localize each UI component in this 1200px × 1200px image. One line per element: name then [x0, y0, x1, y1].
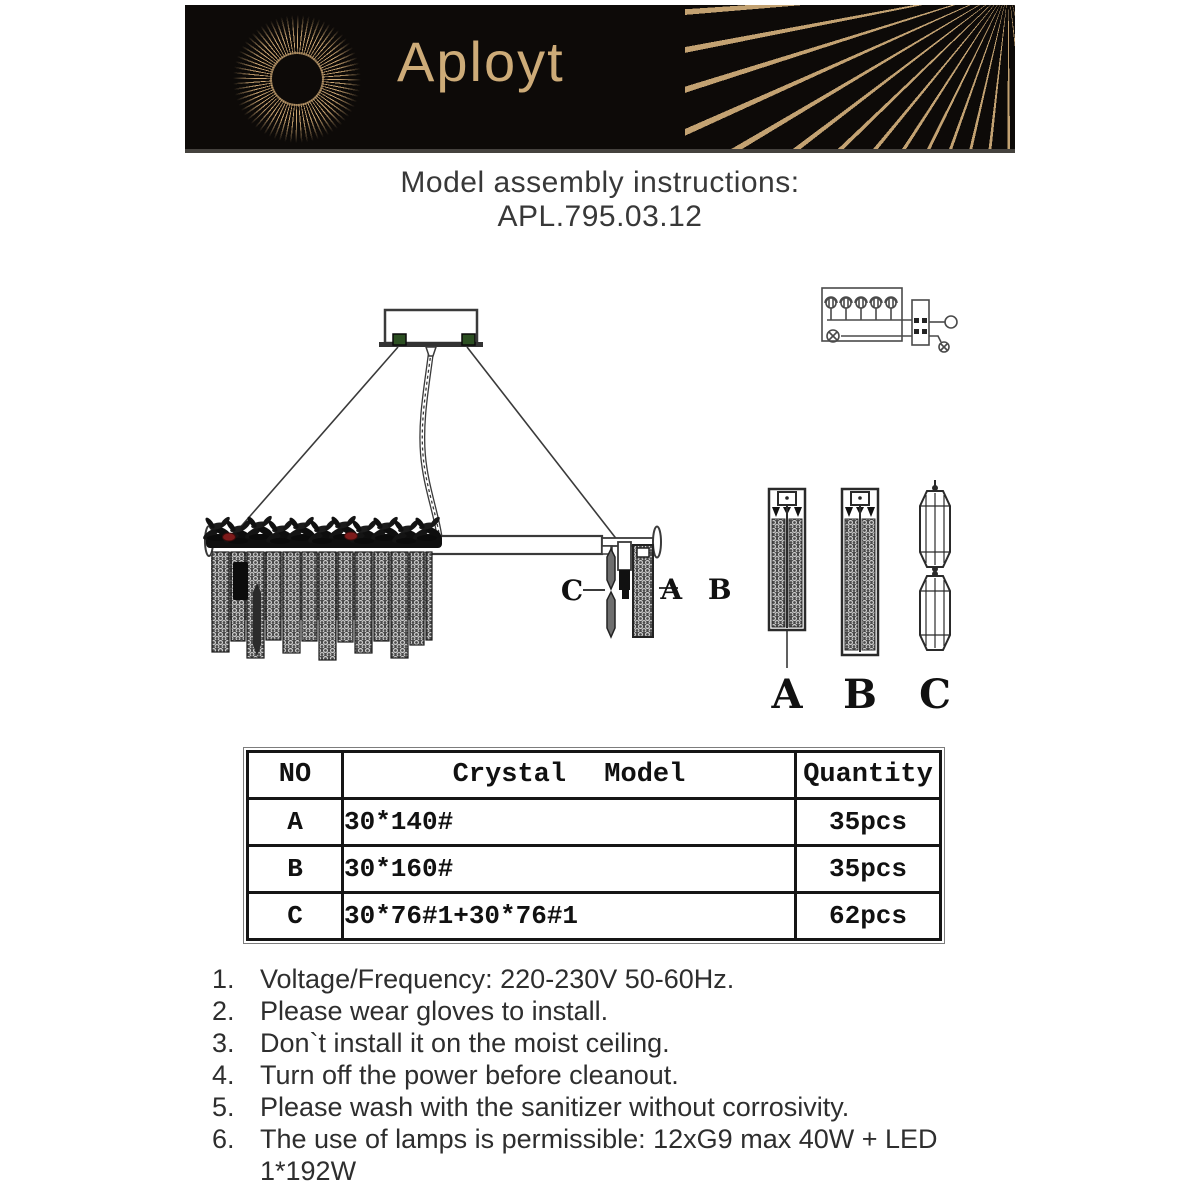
- lamp-socket-shadow: [233, 562, 248, 600]
- instruction-number: 3.: [212, 1028, 235, 1058]
- table-cell-no: B: [248, 846, 343, 893]
- instruction-number: 4.: [212, 1060, 235, 1090]
- lamp-socket-symbols: [825, 297, 897, 320]
- instruction-item: [212, 1123, 1012, 1187]
- instruction-item: [212, 1027, 1012, 1059]
- instructions-list: [212, 963, 1012, 1187]
- document-title: Model assembly instructions:: [400, 166, 800, 199]
- instruction-text: Turn off the power before cleanout.: [260, 1060, 679, 1090]
- crystal-detail-c: [920, 480, 950, 650]
- table-row: [248, 893, 941, 940]
- canopy-clip-left: [393, 334, 406, 345]
- table-row: [248, 846, 941, 893]
- red-accent-right: [345, 532, 358, 540]
- instruction-text: Voltage/Frequency: 220-230V 50-60Hz.: [260, 964, 735, 994]
- instruction-item: [212, 1059, 1012, 1091]
- ceiling-canopy: [379, 310, 483, 356]
- instruction-text: The use of lamps is permissible: 12xG9 max 40W + LED 1*192W: [260, 1124, 938, 1186]
- instruction-text: Don`t install it on the moist ceiling.: [260, 1028, 670, 1058]
- table-cell-qty: 62pcs: [796, 893, 941, 940]
- table-header-no: NO: [248, 752, 343, 799]
- instruction-number: 1.: [212, 964, 235, 994]
- instruction-text: Please wear gloves to install.: [260, 996, 609, 1026]
- instruction-item: [212, 995, 1012, 1027]
- parts-table: [246, 750, 942, 941]
- table-cell-qty: 35pcs: [796, 799, 941, 846]
- bar-end-components: [607, 542, 653, 637]
- brand-logotype: Aployt: [397, 30, 565, 93]
- detail-label-a: A: [771, 671, 803, 718]
- canopy-clip-right: [462, 334, 475, 345]
- table-header-model: Crystal Model: [343, 752, 796, 799]
- table-cell-model: 30*160#: [343, 846, 796, 893]
- detail-labels: [770, 671, 950, 718]
- instruction-item: [212, 1091, 1012, 1123]
- dark-drop-crystal: [253, 583, 261, 656]
- c-crystal-upper: [607, 549, 615, 589]
- instruction-number: 5.: [212, 1092, 235, 1122]
- leaf-garland: [201, 514, 442, 548]
- chandelier-drawing: [201, 310, 739, 660]
- connector-ring: [945, 316, 957, 328]
- wiring-schematic: [822, 288, 957, 352]
- red-accent-left: [223, 533, 236, 541]
- model-number: APL.795.03.12: [497, 200, 703, 233]
- detail-label-b: B: [843, 671, 877, 718]
- ab-strand-sample: [633, 545, 653, 637]
- instruction-item: [212, 963, 1012, 995]
- detail-label-c: C: [919, 671, 951, 718]
- table-header-quantity: Quantity: [796, 752, 941, 799]
- callout-label-c: C: [560, 574, 584, 607]
- table-cell-model: 30*140#: [343, 799, 796, 846]
- table-cell-qty: 35pcs: [796, 846, 941, 893]
- table-cell-no: C: [248, 893, 343, 940]
- bar-end-disc-right: [653, 527, 661, 558]
- crystal-detail-a: [769, 489, 805, 668]
- table-cell-model: 30*76#1+30*76#1: [343, 893, 796, 940]
- instruction-number: 6.: [212, 1124, 235, 1154]
- crystal-strands: [211, 552, 432, 660]
- c-crystal-lower: [607, 592, 615, 637]
- instruction-number: 2.: [212, 996, 235, 1026]
- g9-socket: [618, 542, 631, 570]
- table-cell-no: A: [248, 799, 343, 846]
- callout-label-ab: A B: [660, 573, 740, 606]
- crystal-detail-b: [842, 489, 878, 655]
- table-header-row: [248, 752, 941, 799]
- instruction-text: Please wash with the sanitizer without corrosivity.: [260, 1092, 850, 1122]
- table-row: [248, 799, 941, 846]
